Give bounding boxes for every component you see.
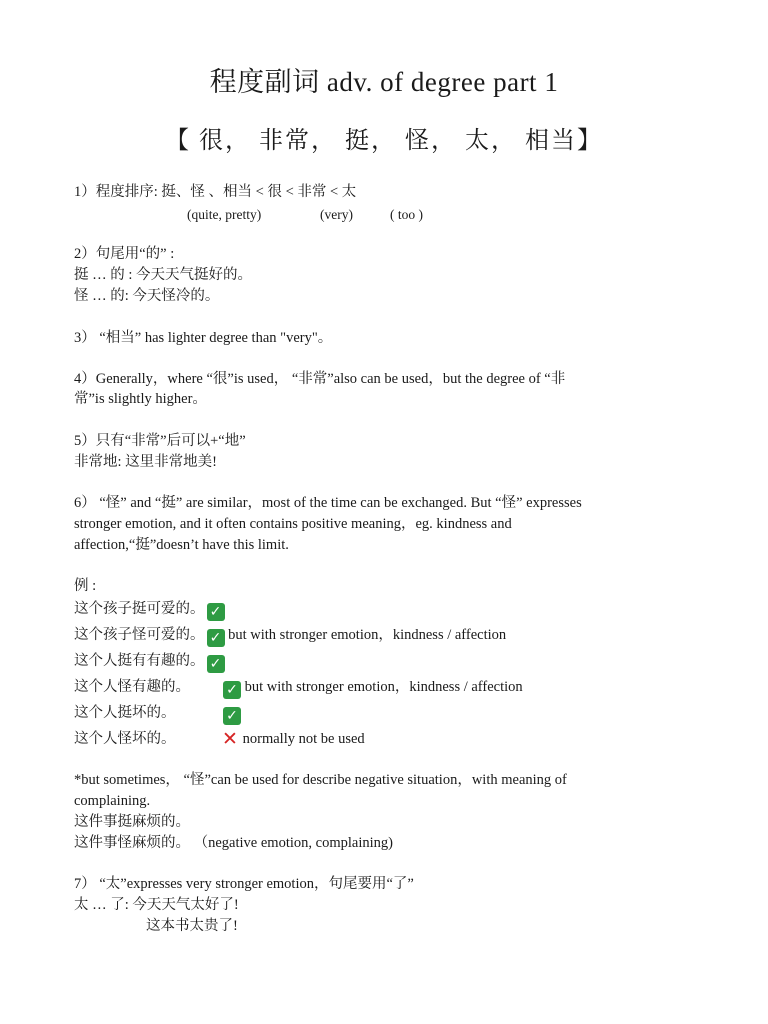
- example-sentence: 这个孩子挺可爱的。: [74, 601, 205, 617]
- s1-line1: 1）程度排序: 挺、怪 、相当 < 很 < 非常 < 太: [74, 184, 357, 200]
- example-sentence: 这个人怪有趣的。: [74, 679, 190, 695]
- example-sentence: 这个人挺有有趣的。: [74, 653, 205, 669]
- example-note: normally not be used: [242, 731, 365, 747]
- s6b-line1: *but sometimes， “怪”can be used for describe negative situation，with meaning of: [74, 772, 567, 788]
- check-mark-icon: ✓: [207, 603, 225, 621]
- example-row: [74, 626, 506, 647]
- s2-line3: 怪 … 的: 今天怪冷的。: [74, 288, 220, 304]
- s1-note-quite: (quite, pretty): [187, 207, 262, 222]
- s1-note-too: ( too ): [390, 207, 423, 222]
- examples-label: 例 :: [74, 578, 97, 594]
- check-mark-icon: ✓: [207, 655, 225, 673]
- example-row: [74, 704, 241, 725]
- example-row: [74, 600, 225, 621]
- check-mark-icon: ✓: [223, 707, 241, 725]
- s7-line1: 7） “太”expresses very stronger emotion，句尾要用“了”: [74, 876, 414, 892]
- example-sentence: 这个孩子怪可爱的。: [74, 627, 205, 643]
- s7-line2: 太 … 了: 今天天气太好了!: [74, 897, 239, 913]
- s1-note-very: (very): [320, 207, 353, 222]
- page-title: 程度副词 adv. of degree part 1: [209, 67, 559, 97]
- example-row: [74, 652, 225, 673]
- example-sentence: 这个人怪坏的。: [74, 731, 176, 747]
- s5-line2: 非常地: 这里非常地美!: [74, 454, 217, 470]
- s2-line1: 2）句尾用“的” :: [74, 246, 175, 262]
- example-row: [74, 678, 523, 699]
- cross-mark-icon: ✕: [222, 728, 238, 750]
- check-mark-icon: ✓: [223, 681, 241, 699]
- s6-line2: stronger emotion, and it often contains positive meaning，eg. kindness and: [74, 516, 512, 532]
- s6-line1: 6） “怪” and “挺” are similar，most of the time can be exchanged. But “怪” expresses: [74, 495, 582, 511]
- page-subtitle: 【 很， 非常， 挺， 怪， 太， 相当】: [165, 128, 603, 154]
- s6-line3: affection,“挺”doesn’t have this limit.: [74, 537, 289, 553]
- s3-line1: 3） “相当” has lighter degree than "very"。: [74, 330, 333, 346]
- example-note: but with stronger emotion，kindness / affection: [244, 679, 523, 695]
- example-row: [74, 730, 365, 748]
- s4-line2: 常”is slightly higher。: [74, 391, 207, 407]
- s4-line1: 4）Generally，where “很”is used， “非常”also can be used，but the degree of “非: [74, 371, 566, 387]
- s6b-line4: 这件事怪麻烦的。 （negative emotion, complaining): [74, 835, 393, 851]
- check-mark-icon: ✓: [207, 629, 225, 647]
- s5-line1: 5）只有“非常”后可以+“地”: [74, 433, 246, 449]
- example-sentence: 这个人挺坏的。: [74, 705, 176, 721]
- s7-line3: 这本书太贵了!: [146, 918, 238, 934]
- s6b-line3: 这件事挺麻烦的。: [74, 814, 190, 830]
- s2-line2: 挺 … 的 : 今天天气挺好的。: [74, 267, 253, 283]
- example-note: but with stronger emotion，kindness / affection: [228, 627, 507, 643]
- s6b-line2: complaining.: [74, 793, 151, 809]
